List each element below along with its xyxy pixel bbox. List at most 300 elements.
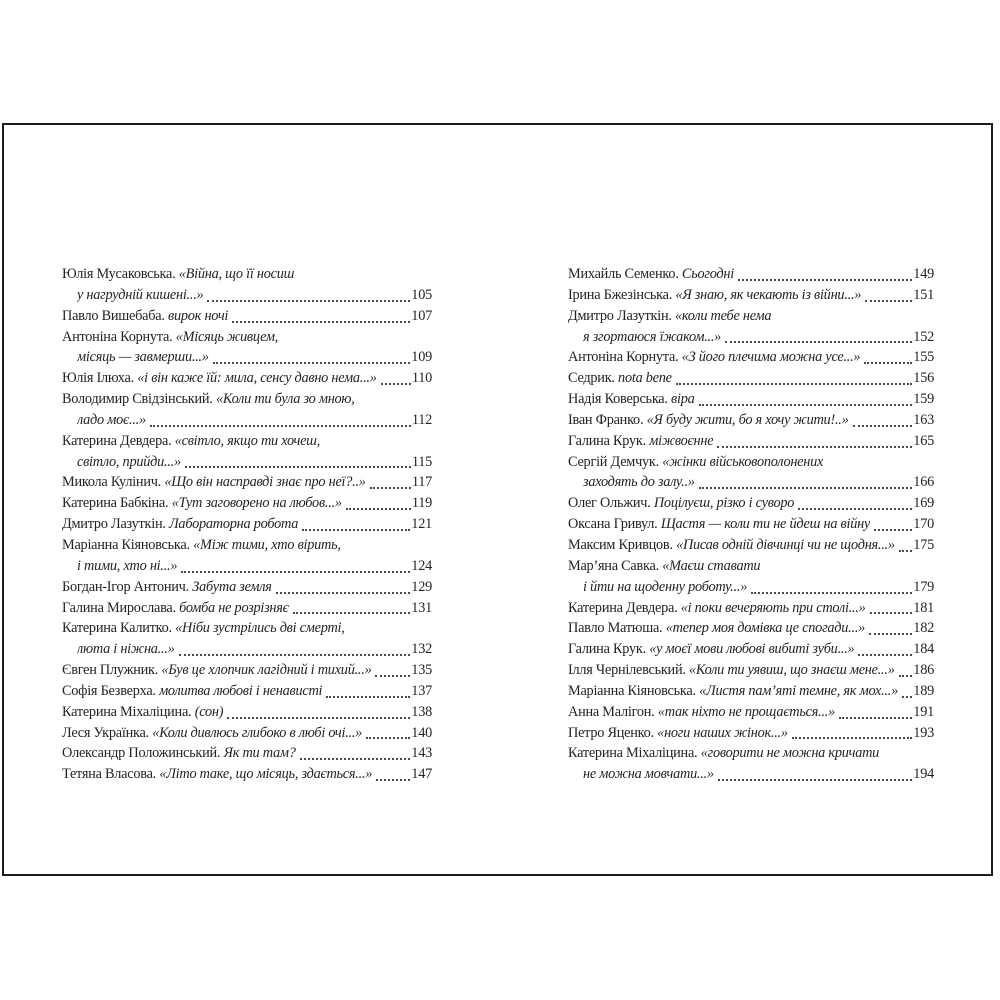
toc-entry — [62, 389, 432, 431]
toc-line-text — [62, 389, 355, 410]
page-number: 191 — [913, 703, 934, 720]
dot-leader — [869, 633, 912, 635]
toc-entry — [62, 618, 432, 660]
author-name: Надія Коверська. — [568, 391, 672, 408]
toc-entry — [568, 368, 934, 389]
author-name: Дмитро Лазуткін. — [568, 307, 675, 324]
page-number: 137 — [411, 682, 432, 699]
work-title: світло, прийди...» — [77, 453, 181, 470]
author-name: Седрик. — [568, 370, 619, 387]
work-title: «Ніби зустрілись дві смерті, — [175, 620, 345, 637]
toc-line-text — [568, 598, 866, 619]
toc-line — [568, 660, 934, 681]
work-title: «і він каже їй: мила, сенсу давно нема...» — [137, 370, 377, 387]
work-title: «З його плечима можна усе...» — [681, 349, 861, 366]
toc-entry — [568, 743, 934, 785]
work-title: молитва любові і ненависті — [159, 682, 323, 699]
author-name: Михайль Семенко. — [568, 266, 682, 282]
toc-line-text — [568, 618, 865, 639]
page-number: 170 — [913, 516, 934, 533]
dot-leader — [725, 341, 912, 343]
page-number: 147 — [411, 766, 432, 783]
toc-entry — [62, 368, 432, 389]
work-title: «Я буду жити, бо я хочу жити!..» — [646, 411, 849, 428]
toc-column-right — [568, 264, 934, 785]
dot-leader — [232, 321, 410, 323]
work-title: «Я знаю, як чекають із війни...» — [675, 286, 862, 303]
toc-line-text — [62, 618, 345, 639]
dot-leader — [902, 696, 912, 698]
toc-line — [62, 723, 432, 744]
work-title: «у моєї мови любові вибиті зуби...» — [649, 641, 855, 658]
toc-entry — [568, 639, 934, 660]
author-name: Сергій Демчук. — [568, 453, 663, 470]
page-number: 194 — [913, 766, 934, 783]
toc-line — [62, 264, 432, 285]
toc-line — [62, 660, 432, 681]
author-name: Іван Франко. — [568, 411, 647, 428]
toc-entry — [568, 535, 934, 556]
toc-line-text — [568, 556, 760, 577]
toc-line — [62, 639, 432, 660]
work-title: місяць — завмерши...» — [77, 349, 209, 366]
work-title: віра — [671, 391, 695, 408]
toc-line — [62, 306, 432, 327]
work-title: Щастя — коли ти не йдеш на війну — [660, 516, 871, 533]
toc-line — [62, 368, 432, 389]
toc-line-text — [568, 306, 771, 327]
dot-leader — [207, 300, 410, 302]
dot-leader — [853, 425, 913, 427]
toc-line-text — [77, 556, 177, 577]
toc-line-text — [62, 327, 278, 348]
work-title: «Листя пам’яті темне, як мох...» — [699, 682, 899, 699]
page-number: 184 — [913, 641, 934, 658]
work-title: «Був це хлопчик лагідний і тихий...» — [161, 662, 372, 679]
toc-entry — [568, 618, 934, 639]
toc-line — [62, 472, 432, 493]
toc-line — [568, 618, 934, 639]
toc-line — [568, 702, 934, 723]
author-name: Софія Безверха. — [62, 682, 160, 699]
page-number: 140 — [411, 724, 432, 741]
author-name: Петро Яценко. — [568, 724, 658, 741]
toc-entry — [62, 535, 432, 577]
author-name: Катерина Бабкіна. — [62, 495, 172, 512]
author-name: Катерина Девдера. — [568, 599, 681, 616]
work-title: nota bene — [618, 370, 672, 387]
toc-line-text — [568, 660, 895, 681]
page-number: 110 — [411, 370, 432, 387]
author-name: Богдан-Ігор Антонич. — [62, 578, 193, 595]
toc-entry — [62, 431, 432, 473]
work-title: «Місяць живцем, — [175, 328, 279, 345]
page-number: 175 — [913, 536, 934, 553]
dot-leader — [185, 466, 411, 468]
toc-line-text — [77, 285, 203, 306]
toc-line — [568, 264, 934, 285]
page-number: 121 — [411, 516, 432, 533]
toc-entry — [568, 264, 934, 285]
toc-line-text — [568, 389, 695, 410]
toc-entry — [568, 493, 934, 514]
dot-leader — [676, 383, 913, 385]
toc-line — [568, 577, 934, 598]
toc-entry — [62, 743, 432, 764]
toc-entry — [62, 493, 432, 514]
work-title: «Коли ти уявиш, що знаєш мене...» — [689, 662, 895, 679]
author-name: Галина Крук. — [568, 432, 650, 449]
author-name: Дмитро Лазуткін. — [62, 516, 169, 533]
toc-entry — [62, 577, 432, 598]
dot-leader — [302, 529, 410, 531]
toc-entry — [62, 514, 432, 535]
dot-leader — [874, 529, 912, 531]
toc-entry — [568, 681, 934, 702]
toc-line-text — [568, 702, 835, 723]
work-title: «жінки військовополонених — [662, 453, 824, 470]
work-title: «Літо таке, що місяць, здається...» — [159, 766, 373, 783]
toc-line — [568, 514, 934, 535]
author-name: Павло Вишебаба. — [62, 307, 169, 324]
page-number: 179 — [913, 578, 934, 595]
work-title: «ноги наших жінок...» — [657, 724, 788, 741]
toc-line-text — [568, 410, 849, 431]
work-title: Лабораторна робота — [169, 516, 299, 533]
dot-leader — [899, 550, 912, 552]
toc-line — [62, 285, 432, 306]
page-number: 182 — [913, 620, 934, 637]
work-title: заходять до залу..» — [583, 474, 695, 491]
dot-leader — [150, 425, 411, 427]
author-name: Катерина Міхаліцина. — [568, 745, 701, 762]
page-number: 109 — [411, 349, 432, 366]
toc-line — [568, 556, 934, 577]
work-title: не можна мовчати...» — [583, 766, 714, 783]
work-title: «Коли ти була зо мною, — [215, 391, 355, 408]
toc-line — [568, 410, 934, 431]
toc-line — [568, 327, 934, 348]
toc-entry — [568, 452, 934, 494]
toc-entry — [62, 660, 432, 681]
page-number: 193 — [913, 724, 934, 741]
work-title: Сьогодні — [681, 266, 734, 282]
page-number: 149 — [913, 266, 934, 282]
dot-leader — [717, 446, 912, 448]
toc-entry — [568, 723, 934, 744]
page-number: 112 — [411, 411, 432, 428]
toc-line-text — [583, 764, 714, 785]
dot-leader — [718, 779, 912, 781]
page-number: 129 — [411, 578, 432, 595]
toc-line-text — [62, 472, 366, 493]
work-title: «говорити не можна кричати — [700, 745, 880, 762]
toc-line-text — [568, 368, 672, 389]
toc-entry — [568, 285, 934, 306]
dot-leader — [181, 571, 410, 573]
author-name: Катерина Калитко. — [62, 620, 176, 637]
page-number: 131 — [411, 599, 432, 616]
toc-line-text — [583, 577, 747, 598]
page-number: 151 — [913, 286, 934, 303]
toc-line — [568, 472, 934, 493]
dot-leader — [227, 717, 410, 719]
dot-leader — [699, 487, 913, 489]
toc-line — [568, 723, 934, 744]
toc-line — [568, 452, 934, 473]
toc-line — [62, 535, 432, 556]
work-title: «Коли дивлюсь глибоко в любі очі...» — [152, 724, 363, 741]
toc-entry — [62, 681, 432, 702]
work-title: люта і ніжна...» — [77, 641, 175, 658]
toc-line-text — [62, 493, 342, 514]
work-title: «Тут заговорено на любов...» — [171, 495, 342, 512]
work-title: вирок ночі — [168, 307, 229, 324]
toc-column-left — [62, 264, 432, 785]
toc-line — [568, 285, 934, 306]
author-name: Микола Кулінич. — [62, 474, 165, 491]
work-title: «Війна, що її носиш — [178, 266, 295, 282]
dot-leader — [375, 675, 410, 677]
toc-line — [568, 743, 934, 764]
toc-entry — [568, 347, 934, 368]
author-name: Маріанна Кіяновська. — [568, 682, 700, 699]
page-number: 119 — [411, 495, 432, 512]
toc-line — [62, 577, 432, 598]
work-title: бомба не розрізняє — [179, 599, 289, 616]
toc-line-text — [62, 598, 289, 619]
work-title: «світло, якщо ти хочеш, — [174, 432, 321, 449]
toc-line — [62, 702, 432, 723]
dot-leader — [699, 404, 913, 406]
toc-line-text — [583, 472, 695, 493]
toc-line-text — [568, 285, 861, 306]
toc-entry — [568, 702, 934, 723]
toc-line — [62, 347, 432, 368]
author-name: Леся Українка. — [62, 724, 153, 741]
toc-line — [62, 598, 432, 619]
dot-leader — [376, 779, 410, 781]
toc-line-text — [568, 347, 860, 368]
toc-line — [62, 493, 432, 514]
toc-entry — [62, 702, 432, 723]
toc-entry — [568, 660, 934, 681]
toc-line — [62, 743, 432, 764]
toc-line-text — [62, 577, 272, 598]
toc-line — [568, 681, 934, 702]
toc-line-text — [77, 639, 175, 660]
author-name: Катерина Міхаліцина. — [62, 703, 195, 720]
toc-line-text — [583, 327, 721, 348]
author-name: Оксана Гривул. — [568, 516, 661, 533]
toc-line — [568, 639, 934, 660]
toc-entry — [62, 598, 432, 619]
toc-line-text — [568, 723, 788, 744]
toc-line-text — [62, 264, 294, 285]
author-name: Максим Кривцов. — [568, 536, 677, 553]
work-title: «тепер моя домівка це спогади...» — [665, 620, 866, 637]
toc-line-text — [62, 743, 296, 764]
author-name: Катерина Девдера. — [62, 432, 175, 449]
toc-line-text — [62, 764, 372, 785]
author-name: Павло Матюша. — [568, 620, 666, 637]
page-number: 169 — [913, 495, 934, 512]
toc-line — [568, 535, 934, 556]
page-number: 186 — [913, 662, 934, 679]
toc-line-text — [62, 723, 362, 744]
toc-line-text — [62, 660, 371, 681]
dot-leader — [370, 487, 411, 489]
page-number: 124 — [411, 557, 432, 574]
toc-line-text — [62, 431, 320, 452]
toc-line — [62, 618, 432, 639]
dot-leader — [738, 279, 912, 281]
work-title: «Між тими, хто вірить, — [193, 536, 341, 553]
toc-line — [568, 368, 934, 389]
author-name: Маріанна Кіяновська. — [62, 536, 194, 553]
page-number: 166 — [913, 474, 934, 491]
page-number: 165 — [913, 432, 934, 449]
toc-line-text — [568, 264, 734, 285]
dot-leader — [792, 737, 913, 739]
toc-line — [568, 598, 934, 619]
author-name: Юлія Мусаковська. — [62, 266, 179, 282]
toc-entry — [62, 764, 432, 785]
toc-line-text — [568, 535, 895, 556]
work-title: Поцілуєш, різко і суворо — [653, 495, 795, 512]
work-title: «Писав одній дівчинці чи не щодня...» — [676, 536, 895, 553]
work-title: міжвоєнне — [649, 432, 714, 449]
toc-line-text — [568, 514, 870, 535]
toc-line — [62, 410, 432, 431]
author-name: Антоніна Корнута. — [62, 328, 176, 345]
author-name: Олександр Положинський. — [62, 745, 224, 762]
toc-line-text — [62, 306, 228, 327]
page-number: 138 — [411, 703, 432, 720]
page-number: 152 — [913, 328, 934, 345]
toc-line — [62, 764, 432, 785]
toc-entry — [62, 472, 432, 493]
dot-leader — [366, 737, 410, 739]
dot-leader — [179, 654, 411, 656]
dot-leader — [213, 362, 411, 364]
toc-line-text — [568, 743, 879, 764]
toc-entry — [62, 306, 432, 327]
toc-line-text — [62, 681, 322, 702]
work-title: Як ти там? — [223, 745, 296, 762]
work-title: у нагрудній кишені...» — [77, 286, 204, 303]
toc-entry — [568, 514, 934, 535]
toc-line-text — [568, 431, 713, 452]
work-title: «і поки вечеряють при столі...» — [680, 599, 866, 616]
toc-line — [62, 514, 432, 535]
author-name: Олег Ольжич. — [568, 495, 654, 512]
page-number: 163 — [913, 411, 934, 428]
toc-line — [62, 556, 432, 577]
dot-leader — [276, 592, 411, 594]
page-number: 107 — [411, 307, 432, 324]
dot-leader — [864, 362, 912, 364]
toc-line — [62, 431, 432, 452]
work-title: і йти на щоденну роботу...» — [583, 578, 748, 595]
author-name: Ірина Бжезінська. — [568, 286, 676, 303]
toc-line — [568, 764, 934, 785]
toc-line-text — [568, 493, 794, 514]
page-number: 159 — [913, 391, 934, 408]
author-name: Анна Малігон. — [568, 703, 658, 720]
work-title: «Що він насправді знає про неї?..» — [164, 474, 366, 491]
toc-line-text — [62, 535, 341, 556]
author-name: Юлія Ілюха. — [62, 370, 138, 387]
page-number: 135 — [411, 662, 432, 679]
author-name: Галина Мирослава. — [62, 599, 180, 616]
dot-leader — [899, 675, 913, 677]
page-number: 143 — [411, 745, 432, 762]
page-number: 156 — [913, 370, 934, 387]
toc-line-text — [62, 368, 377, 389]
page-number: 115 — [411, 453, 432, 470]
toc-line — [568, 431, 934, 452]
work-title: «так ніхто не прощається...» — [657, 703, 835, 720]
page-number: 132 — [411, 641, 432, 658]
author-name: Євген Плужник. — [62, 662, 162, 679]
work-title: ладо моє...» — [77, 411, 146, 428]
dot-leader — [326, 696, 410, 698]
dot-leader — [865, 300, 912, 302]
toc-entry — [62, 264, 432, 306]
dot-leader — [300, 758, 411, 760]
dot-leader — [293, 612, 411, 614]
toc-line — [568, 389, 934, 410]
toc-entry — [568, 306, 934, 348]
toc-entry — [568, 431, 934, 452]
toc-line-text — [77, 410, 146, 431]
dot-leader — [346, 508, 411, 510]
author-name: Володимир Свідзінський. — [62, 391, 216, 408]
toc-entry — [62, 327, 432, 369]
toc-line — [62, 681, 432, 702]
toc-line — [62, 327, 432, 348]
toc-line-text — [568, 681, 898, 702]
page-number: 181 — [913, 599, 934, 616]
toc-line — [568, 306, 934, 327]
toc-entry — [568, 410, 934, 431]
dot-leader — [381, 383, 411, 385]
author-name: Антоніна Корнута. — [568, 349, 682, 366]
dot-leader — [858, 654, 912, 656]
toc-line — [568, 493, 934, 514]
page-number: 105 — [411, 286, 432, 303]
dot-leader — [870, 612, 913, 614]
work-title: «Маєш ставати — [662, 557, 761, 574]
author-name: Мар’яна Савка. — [568, 557, 663, 574]
toc-entry — [568, 556, 934, 598]
toc-line-text — [77, 452, 181, 473]
toc-entry — [568, 598, 934, 619]
toc-line-text — [62, 514, 298, 535]
toc-line-text — [77, 347, 209, 368]
work-title: я згортаюся їжаком...» — [583, 328, 722, 345]
toc-line-text — [62, 702, 223, 723]
page-number: 117 — [411, 474, 432, 491]
dot-leader — [751, 592, 912, 594]
author-name: Тетяна Власова. — [62, 766, 160, 783]
dot-leader — [839, 717, 912, 719]
work-title: (сон) — [194, 703, 224, 720]
page-number: 155 — [913, 349, 934, 366]
author-name: Галина Крук. — [568, 641, 650, 658]
work-title: «коли тебе нема — [675, 307, 772, 324]
